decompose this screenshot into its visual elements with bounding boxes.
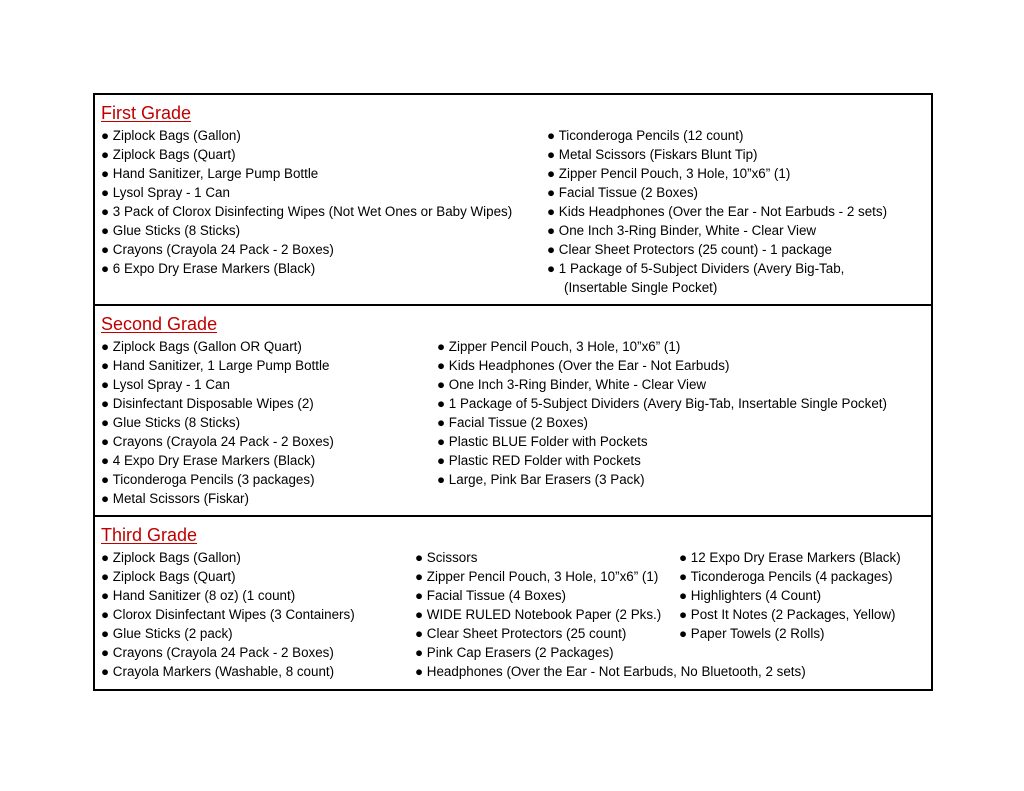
- list-item: ● Pink Cap Erasers (2 Packages): [415, 645, 614, 660]
- list-item: ● Facial Tissue (4 Boxes): [415, 588, 566, 603]
- list-item: ● 12 Expo Dry Erase Markers (Black): [679, 550, 901, 565]
- list-item: ● One Inch 3-Ring Binder, White - Clear View: [437, 377, 707, 392]
- list-item: ● Crayons (Crayola 24 Pack - 2 Boxes): [101, 242, 334, 257]
- list-item: ● Ticonderoga Pencils (3 packages): [101, 472, 315, 487]
- list-item: ● Large, Pink Bar Erasers (3 Pack): [437, 472, 645, 487]
- first-grade-section: [95, 95, 931, 306]
- list-item: ● Plastic BLUE Folder with Pockets: [437, 434, 648, 449]
- second-grade-heading: Second Grade: [101, 314, 218, 334]
- list-item: ● Lysol Spray - 1 Can: [101, 377, 230, 392]
- list-item: ● Ziplock Bags (Gallon): [101, 550, 241, 565]
- first-grade-column-2: [547, 126, 887, 297]
- list-item: ● Facial Tissue (2 Boxes): [437, 415, 588, 430]
- list-item: ● Zipper Pencil Pouch, 3 Hole, 10”x6” (1): [437, 339, 681, 354]
- list-item: ● Headphones (Over the Ear - Not Earbuds, No Bluetooth, 2 sets): [415, 664, 806, 679]
- list-item: ● Disinfectant Disposable Wipes (2): [101, 396, 314, 411]
- list-item: ● Post It Notes (2 Packages, Yellow): [679, 607, 896, 622]
- list-item: ● Crayons (Crayola 24 Pack - 2 Boxes): [101, 645, 334, 660]
- list-item: ● Kids Headphones (Over the Ear - Not Earbuds - 2 sets): [547, 204, 888, 219]
- list-item: ● Zipper Pencil Pouch, 3 Hole, 10”x6” (1): [547, 166, 791, 181]
- list-item: ● Clorox Disinfectant Wipes (3 Containers): [101, 607, 355, 622]
- list-item: ● Scissors: [415, 550, 478, 565]
- list-item: ● Hand Sanitizer, 1 Large Pump Bottle: [101, 358, 330, 373]
- list-item: ● Ziplock Bags (Quart): [101, 147, 236, 162]
- list-item: ● Plastic RED Folder with Pockets: [437, 453, 641, 468]
- list-item: ● Crayons (Crayola 24 Pack - 2 Boxes): [101, 434, 334, 449]
- list-item-continuation: (Insertable Single Pocket): [564, 280, 718, 295]
- list-item: ● Glue Sticks (8 Sticks): [101, 415, 241, 430]
- list-item: ● Crayola Markers (Washable, 8 count): [101, 664, 335, 679]
- list-item: ● Zipper Pencil Pouch, 3 Hole, 10”x6” (1): [415, 569, 659, 584]
- third-grade-heading: Third Grade: [101, 525, 198, 545]
- list-item: ● Lysol Spray - 1 Can: [101, 185, 230, 200]
- list-item: ● 6 Expo Dry Erase Markers (Black): [101, 261, 316, 276]
- list-item: ● 4 Expo Dry Erase Markers (Black): [101, 453, 316, 468]
- list-item: ● One Inch 3-Ring Binder, White - Clear View: [547, 223, 817, 238]
- second-grade-column-1: [101, 337, 334, 508]
- list-item: ● Ziplock Bags (Gallon OR Quart): [101, 339, 302, 354]
- first-grade-column-1: [101, 126, 512, 278]
- list-item: ● Ticonderoga Pencils (12 count): [547, 128, 744, 143]
- second-grade-column-2: [437, 337, 887, 489]
- list-item: ● Hand Sanitizer (8 oz) (1 count): [101, 588, 296, 603]
- list-item: ● WIDE RULED Notebook Paper (2 Pks.): [415, 607, 662, 622]
- list-item: ● Ziplock Bags (Gallon): [101, 128, 241, 143]
- list-item: ● Metal Scissors (Fiskars Blunt Tip): [547, 147, 758, 162]
- list-item: ● Ziplock Bags (Quart): [101, 569, 236, 584]
- third-grade-section: [95, 517, 931, 689]
- list-item: ● 3 Pack of Clorox Disinfecting Wipes (Not Wet Ones or Baby Wipes): [101, 204, 513, 219]
- second-grade-section: [95, 306, 931, 517]
- supply-list-table: [93, 93, 933, 691]
- list-item: ● Clear Sheet Protectors (25 count) - 1 package: [547, 242, 832, 257]
- first-grade-heading: First Grade: [101, 103, 192, 123]
- list-item: ● Highlighters (4 Count): [679, 588, 822, 603]
- list-item: ● Glue Sticks (2 pack): [101, 626, 233, 641]
- third-grade-column-3: [679, 548, 901, 643]
- third-grade-column-1: [101, 548, 355, 681]
- list-item: ● Metal Scissors (Fiskar): [101, 491, 249, 506]
- list-item: ● Glue Sticks (8 Sticks): [101, 223, 241, 238]
- list-item: ● Paper Towels (2 Rolls): [679, 626, 825, 641]
- list-item: ● Ticonderoga Pencils (4 packages): [679, 569, 893, 584]
- list-item: ● 1 Package of 5-Subject Dividers (Avery Big-Tab,: [547, 261, 845, 276]
- list-item: ● Kids Headphones (Over the Ear - Not Earbuds): [437, 358, 730, 373]
- list-item: ● Clear Sheet Protectors (25 count): [415, 626, 627, 641]
- list-item: ● Hand Sanitizer, Large Pump Bottle: [101, 166, 319, 181]
- list-item: ● 1 Package of 5-Subject Dividers (Avery Big-Tab, Insertable Single Pocket): [437, 396, 887, 411]
- list-item: ● Facial Tissue (2 Boxes): [547, 185, 698, 200]
